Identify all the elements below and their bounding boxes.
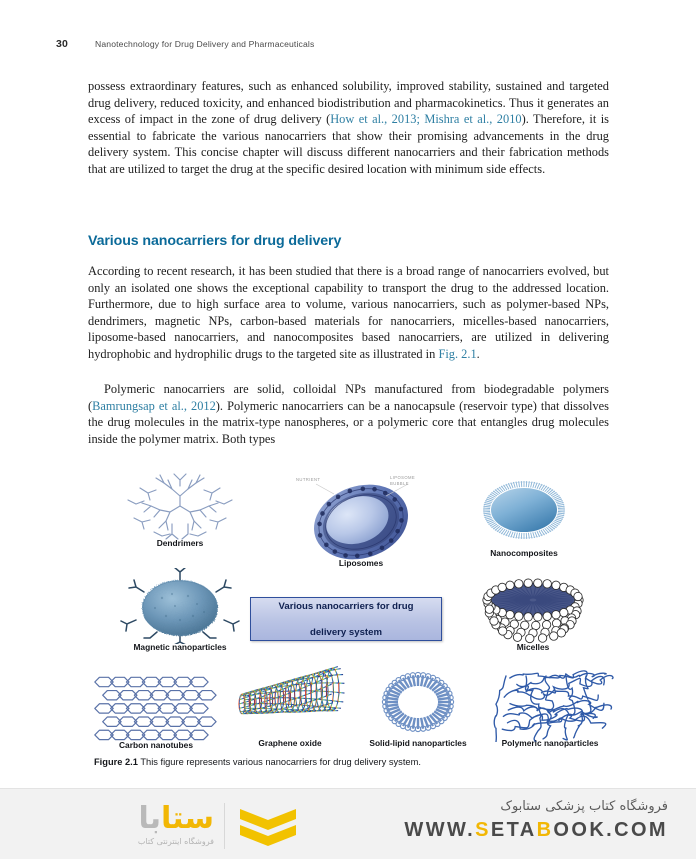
footer-right (404, 799, 668, 842)
liposome-annotation-right-line2: BUBBLE (390, 481, 409, 486)
figure-center-callout (250, 597, 442, 641)
callout-line-2: delivery system (309, 626, 382, 638)
figure-item-solid-lipid-nanoparticles (350, 666, 486, 758)
url-part-s: S (475, 819, 491, 841)
paragraph-3 (88, 381, 609, 447)
section-heading-container (88, 233, 609, 249)
logo-wordmark (74, 801, 214, 835)
paragraph-2 (88, 263, 609, 363)
paragraph-1-text-a: possess extraordinary features, such as enhanced solubility, improved stability, sustained and targeted drug delivery, reduced toxicity, and enhanced biodistribution and pharmacokinetics. Thus it generates an excess of impact in the zone of drug delivery ( (88, 79, 609, 127)
paragraph-3-container (88, 381, 609, 447)
figure-item-micelles (460, 570, 606, 662)
footer-tagline: فروشگاه کتاب پزشکی ستابوک (500, 799, 668, 814)
figure-label-dendrimers: Dendrimers (156, 538, 204, 548)
nanocomposite-icon (451, 470, 597, 550)
liposome-icon (286, 472, 436, 560)
paragraph-3-text-a: Polymeric nanocarriers are solid, colloidal NPs manufactured from biodegradable polymers ( (88, 382, 609, 413)
chevron-mark-icon (238, 807, 298, 851)
figure-label-micelles: Micelles (516, 642, 550, 652)
page-number: 30 (56, 38, 69, 50)
paragraph-1-container (88, 78, 609, 178)
figure-caption-text: This figure represents various nanocarriers for drug delivery system. (140, 757, 421, 767)
callout-line-1: Various nanocarriers for drug (278, 600, 414, 612)
figure-item-carbon-nanotubes (88, 670, 224, 758)
graphene-oxide-icon (228, 666, 352, 742)
figure-item-polymeric-nanoparticles (484, 666, 616, 758)
figure-2-1 (88, 462, 609, 762)
figure-reference-link[interactable]: Fig. 2.1 (438, 346, 477, 361)
url-part-b: B (536, 819, 554, 841)
logo-subtitle: فروشگاه اینترنتی کتاب (137, 837, 214, 846)
magnetic-nanoparticle-icon (100, 568, 260, 644)
figure-label-liposomes: Liposomes (338, 558, 384, 568)
paragraph-3-text-b: ). Polymeric nanocarriers can be a nanocapsule (reservoir type) that dissolves the drug molecules in the matrix-type nanospheres, or a polymeric core that entangles drug molecules inside the polymer matrix. Both types (88, 398, 609, 446)
figure-item-nanocomposites (451, 470, 597, 566)
figure-item-magnetic-nanoparticles (100, 568, 260, 660)
paragraph-2-text-a: According to recent research, it has been studied that there is a broad range of nanocarriers evolved, but only an isolated one shows the exceptional capability to transport the drug to the addressed location. Furthermore, due to high surface area to volume, various nanocarriers, such as polymer-based NPs, dendrimers, magnetic NPs, carbon-based materials for nanocarriers, micelles-based nanocarriers, liposome-based nanocarriers, and nanocomposites based nanocarriers, are utilized in delivering hydrophobic and hydrophilic drugs to the targeted site as illustrated in (88, 264, 609, 361)
section-heading: Various nanocarriers for drug delivery (88, 233, 342, 249)
figure-label-carbon-nanotubes: Carbon nanotubes (119, 740, 193, 750)
running-head (0, 38, 696, 58)
logo-wordmark-grey: با (138, 801, 161, 836)
carbon-nanotube-icon (88, 670, 224, 742)
paragraph-2-text-b: . (476, 346, 480, 361)
figure-label-nanocomposites: Nanocomposites (490, 548, 558, 558)
logo-divider (224, 803, 225, 849)
polymeric-nanoparticle-icon (484, 666, 616, 742)
url-part-ook: OOK.COM (553, 819, 668, 841)
figure-item-dendrimers (110, 466, 250, 558)
figure-item-graphene-oxide (228, 666, 352, 758)
logo-wordmark-accent: ستا (160, 801, 214, 836)
paragraph-2-container (88, 263, 609, 363)
figure-label-solid-lipid-nanoparticles: Solid-lipid nanoparticles (369, 738, 467, 748)
setabook-logo[interactable] (74, 797, 314, 855)
paragraph-1 (88, 78, 609, 178)
url-part-www: WWW. (404, 819, 476, 841)
citation-how-mishra[interactable]: How et al., 2013; Mishra et al., 2010 (330, 112, 522, 127)
dendrimers-icon (110, 466, 250, 544)
liposome-annotation-right-line1: LIPOSOME (390, 475, 416, 480)
figure-label-magnetic-nanoparticles: Magnetic nanoparticles (133, 642, 227, 652)
solid-lipid-nanoparticle-icon (350, 666, 486, 742)
figure-caption (94, 757, 614, 767)
figure-label-polymeric-nanoparticles: Polymeric nanoparticles (501, 738, 599, 748)
figure-label-graphene-oxide: Graphene oxide (258, 738, 322, 748)
micelle-icon (460, 570, 606, 646)
citation-bamrungsap[interactable]: Bamrungsap et al., 2012 (92, 398, 216, 413)
footer-url[interactable] (404, 819, 668, 842)
running-head-title: Nanotechnology for Drug Delivery and Pharmaceuticals (95, 39, 315, 49)
url-part-eta: ETA (490, 819, 537, 841)
paragraph-1-text-b: ). Therefore, it is essential to fabricate the various nanocarriers that show their promising advancements in the drug delivery system. This concise chapter will discuss different nanocarriers and their fabrication methods that are utilized to target the drug at the specific desired location with minimum side effects. (88, 112, 609, 176)
figure-caption-label: Figure 2.1 (94, 757, 138, 767)
figure-item-liposomes (286, 472, 436, 572)
liposome-annotation-left: NUTRIENT (296, 477, 321, 482)
footer-watermark (0, 788, 696, 859)
